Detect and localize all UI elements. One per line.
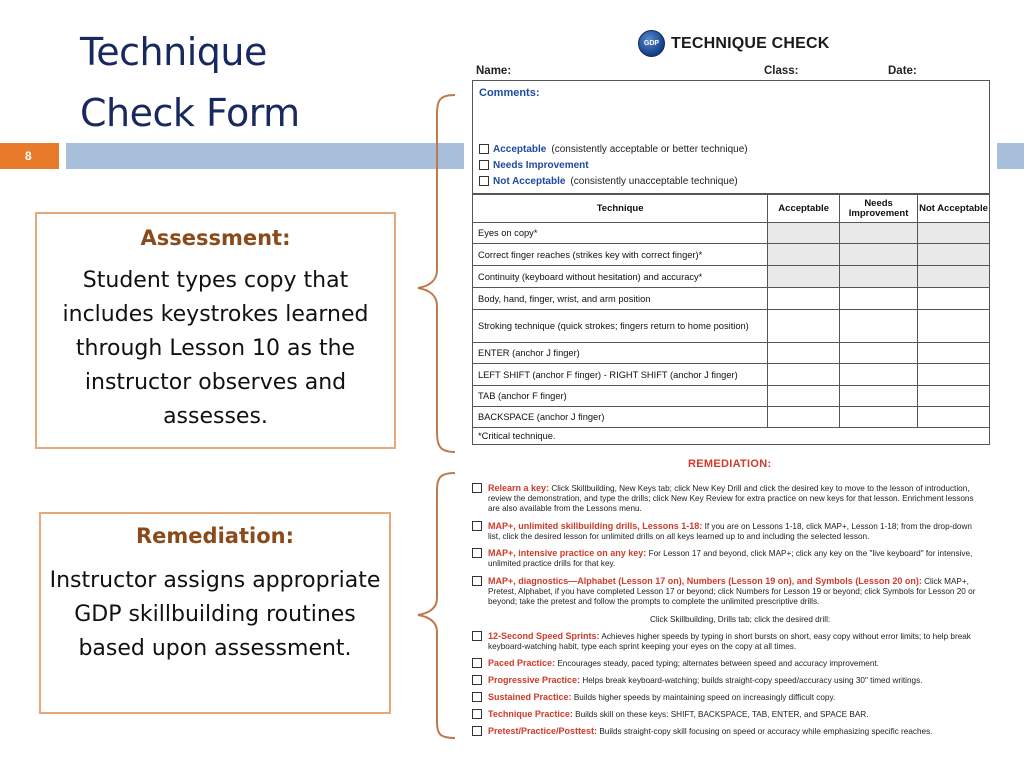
remediation-item-text: If you are on Lessons 1-18, click MAP+, Lesson 1-18; from the drop-down list, click the desired lesson for unlimited drills on all keys learned up to and including the selected lesson. [488,522,972,541]
remediation-item [472,483,984,514]
remediation-item-text: Helps break keyboard-watching; builds straight-copy speed/accuracy using 30" timed writings. [582,676,923,685]
remediation-title: REMEDIATION: [688,458,772,470]
header-band-right [997,143,1024,169]
rating-cell[interactable] [840,386,918,407]
remediation-item-text: Achieves higher speeds by typing in short bursts on short, easy copy without error limits; to help break keyboard-watching habit, type each sprint keeping your eyes on the copy at all times. [488,632,971,651]
option-desc: (consistently acceptable or better technique) [551,143,748,155]
slide-title-line-1: Technique [80,30,267,74]
remediation-item [472,521,984,542]
remediation-brace-icon [400,470,460,742]
remediation-checkbox[interactable] [472,631,482,641]
remediation-item-head: Progressive Practice: [488,675,581,685]
remediation-item [472,548,984,569]
option-acceptable [479,141,748,157]
remediation-item [472,658,984,669]
remediation-item [472,631,984,652]
rating-cell[interactable] [918,223,990,244]
option-not-acceptable [479,173,748,189]
rating-cell[interactable] [768,310,840,343]
slide-number: 8 [0,143,59,169]
rating-options [479,141,748,189]
remediation-callout [39,512,391,714]
rating-cell[interactable] [840,288,918,310]
rating-cell[interactable] [768,223,840,244]
gdp-logo-icon: GDP [638,30,665,57]
remediation-item [472,692,984,703]
rating-cell[interactable] [918,244,990,266]
assessment-heading: Assessment: [140,226,291,250]
rating-cell[interactable] [768,244,840,266]
table-row [473,266,990,288]
table-row [473,223,990,244]
assessment-body: Student types copy that includes keystrokes learned through Lesson 10 as the instructor observes and assesses. [62,268,369,429]
remediation-item-head: Relearn a key: [488,483,550,493]
rating-cell[interactable] [768,288,840,310]
comments-label: Comments: [479,87,540,99]
critical-note: *Critical technique. [473,428,990,445]
rating-cell[interactable] [768,364,840,386]
remediation-item-head: Technique Practice: [488,709,573,719]
option-needs-improvement [479,157,748,173]
rating-cell[interactable] [768,386,840,407]
rating-cell[interactable] [918,386,990,407]
remediation-checkbox[interactable] [472,483,482,493]
table-row [473,386,990,407]
remediation-item-head: MAP+, diagnostics—Alphabet (Lesson 17 on), Numbers (Lesson 19 on), and Symbols (Lesson 20 on): [488,576,922,586]
remediation-item-head: MAP+, intensive practice on any key: [488,548,647,558]
remediation-item-head: 12-Second Speed Sprints: [488,631,600,641]
class-label: Class: [764,65,799,77]
remediation-item-text: Builds skill on these keys: SHIFT, BACKSPACE, TAB, ENTER, and SPACE BAR. [575,710,869,719]
table-row [473,364,990,386]
rating-cell[interactable] [768,343,840,364]
col-not-acceptable: Not Acceptable [918,195,990,223]
remediation-checkbox[interactable] [472,709,482,719]
rating-cell[interactable] [918,343,990,364]
remediation-item-head: Sustained Practice: [488,692,572,702]
col-acceptable: Acceptable [768,195,840,223]
acceptable-checkbox[interactable] [479,144,489,154]
assessment-callout [35,212,396,449]
rating-cell[interactable] [918,310,990,343]
remediation-item-text: Click MAP+, Pretest, Alphabet, if you have completed Lesson 17 or beyond; click Numbers for Lesson 19 or beyond; click Symbols for Lesson 20 or beyond; take the pretest and follow the prompts to complete the unlimited prescriptive drills. [488,577,976,606]
name-label: Name: [476,65,512,77]
rating-cell[interactable] [840,266,918,288]
remediation-item [472,709,984,720]
option-label: Not Acceptable [493,175,566,187]
technique-cell: BACKSPACE (anchor J finger) [473,407,768,428]
form-header [638,30,830,57]
date-label: Date: [888,65,917,77]
rating-cell[interactable] [918,407,990,428]
remediation-item [472,576,984,607]
remediation-checkbox[interactable] [472,521,482,531]
table-row [473,244,990,266]
remediation-heading: Remediation: [136,524,294,548]
option-desc: (consistently unacceptable technique) [570,175,738,187]
remediation-checkbox[interactable] [472,692,482,702]
rating-cell[interactable] [768,407,840,428]
remediation-item-text: Builds straight-copy skill focusing on speed or accuracy while emphasizing specific reaches. [599,727,933,736]
remediation-checkbox[interactable] [472,548,482,558]
form-title: TECHNIQUE CHECK [671,34,830,52]
rating-cell[interactable] [840,310,918,343]
remediation-item-text: For Lesson 17 and beyond, click MAP+; click any key on the "live keyboard" for intensive, unlimited practice drills for that key. [488,549,973,568]
technique-cell: Correct finger reaches (strikes key with correct finger)* [473,244,768,266]
col-technique: Technique [473,195,768,223]
technique-cell: Stroking technique (quick strokes; fingers return to home position) [473,310,768,343]
technique-cell: ENTER (anchor J finger) [473,343,768,364]
option-label: Needs Improvement [493,159,589,171]
remediation-item-text: Builds higher speeds by maintaining speed on increasingly difficult copy. [573,693,836,702]
remediation-checkbox[interactable] [472,576,482,586]
remediation-checkbox[interactable] [472,675,482,685]
col-needs-improvement: Needs Improvement [840,195,918,223]
remediation-item-text: Click Skillbuilding, New Keys tab; click New Key Drill and click the desired key to move to the lesson of introduction, review the demonstration, and type the drills; click New Key Review for extra practice on new keys for that lesson. Enrichment lessons are also available from the Lessons menu. [488,484,974,513]
technique-cell: TAB (anchor F finger) [473,386,768,407]
option-label: Acceptable [493,143,547,155]
rating-cell[interactable] [918,288,990,310]
technique-cell: Continuity (keyboard without hesitation) and accuracy* [473,266,768,288]
assessment-brace-icon [400,92,460,456]
remediation-body: Instructor assigns appropriate GDP skillbuilding routines based upon assessment. [49,568,381,661]
remediation-item [472,675,984,686]
table-row [473,288,990,310]
rating-cell[interactable] [840,244,918,266]
rating-cell[interactable] [918,364,990,386]
needs-improvement-checkbox[interactable] [479,160,489,170]
table-footnote-row [473,428,990,445]
remediation-checkbox[interactable] [472,658,482,668]
remediation-item-text: Encourages steady, paced typing; alternates between speed and accuracy improvement. [557,659,879,668]
technique-table [472,194,990,445]
rating-cell[interactable] [840,343,918,364]
technique-cell: LEFT SHIFT (anchor F finger) - RIGHT SHIFT (anchor J finger) [473,364,768,386]
click-skillbuilding-note: Click Skillbuilding, Drills tab; click the desired drill: [650,615,831,624]
table-header-row [473,195,990,223]
not-acceptable-checkbox[interactable] [479,176,489,186]
rating-cell[interactable] [840,223,918,244]
table-row [473,310,990,343]
rating-cell[interactable] [840,364,918,386]
remediation-item-head: Paced Practice: [488,658,556,668]
table-row [473,343,990,364]
remediation-item-head: Pretest/Practice/Posttest: [488,726,598,736]
remediation-item-head: MAP+, unlimited skillbuilding drills, Lessons 1-18: [488,521,703,531]
slide-title-line-2: Check Form [80,91,300,135]
technique-cell: Eyes on copy* [473,223,768,244]
rating-cell[interactable] [840,407,918,428]
table-row [473,407,990,428]
technique-cell: Body, hand, finger, wrist, and arm position [473,288,768,310]
rating-cell[interactable] [768,266,840,288]
rating-cell[interactable] [918,266,990,288]
remediation-item [472,726,984,737]
comments-box [472,80,990,194]
remediation-checkbox[interactable] [472,726,482,736]
